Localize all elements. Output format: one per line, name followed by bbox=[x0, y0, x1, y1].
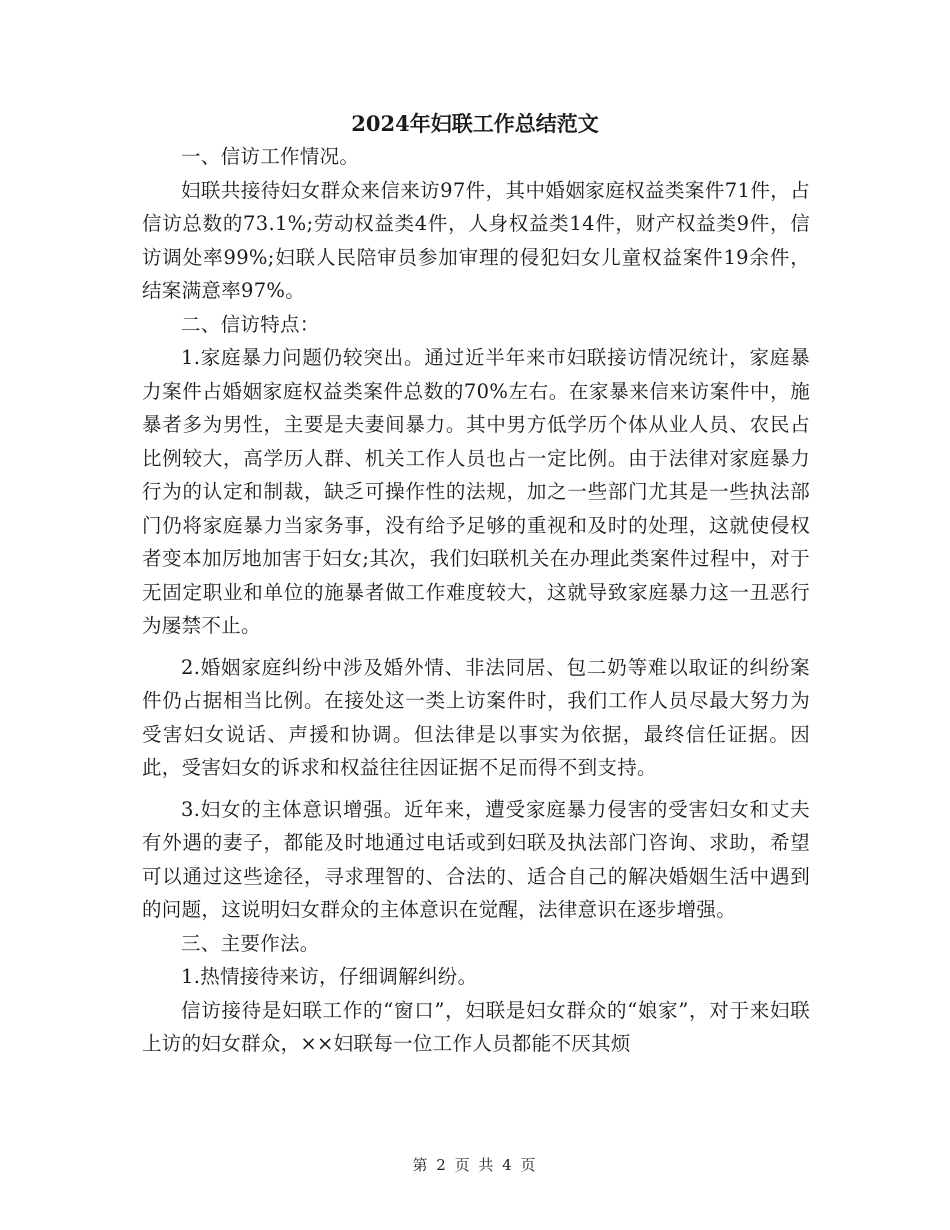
paragraph-domestic-violence: 1.家庭暴力问题仍较突出。通过近半年来市妇联接访情况统计，家庭暴力案件占婚姻家庭权益类案件总数的70%左右。在家暴来信来访案件中，施暴者多为男性，主要是夫妻间暴力。其中男方低学历个体从业人员、农民占比例较大，高学历人群、机关工作人员也占一定比例。由于法律对家庭暴力行为的认定和制裁，缺乏可操作性的法规，加之一些部门尤其是一些执法部门仍将家庭暴力当家务事，没有给予足够的重视和及时的处理，这就使侵权者变本加厉地加害于妇女;其次，我们妇联机关在办理此类案件过程中，对于无固定职业和单位的施暴者做工作难度较大，这就导致家庭暴力这一丑恶行为屡禁不止。 bbox=[142, 346, 810, 637]
document-body bbox=[142, 140, 810, 1061]
paragraph-reception-window: 信访接待是妇联工作的“窗口”，妇联是妇女群众的“娘家”，对于来妇联上访的妇女群众，××妇联每一位工作人员都能不厌其烦 bbox=[142, 998, 810, 1055]
page-number-footer: 第 2 页 共 4 页 bbox=[412, 1156, 538, 1174]
subheading-reception: 1.热情接待来访，仔细调解纠纷。 bbox=[181, 965, 478, 988]
section-heading-main-practices: 三、主要作法。 bbox=[181, 931, 320, 955]
paragraph-women-awareness: 3.妇女的主体意识增强。近年来，遭受家庭暴力侵害的受害妇女和丈夫有外遇的妻子，都能及时地通过电话或到妇联及执法部门咨询、求助，希望可以通过这些途径，寻求理智的、合法的、适合自己的解决婚姻生活中遇到的问题，这说明妇女群众的主体意识在觉醒，法律意识在逐步增强。 bbox=[142, 797, 810, 921]
paragraph-marriage-disputes: 2.婚姻家庭纠纷中涉及婚外情、非法同居、包二奶等难以取证的纠纷案件仍占据相当比例。在接处这一类上访案件时，我们工作人员尽最大努力为受害妇女说话、声援和协调。但法律是以事实为依据，最终信任证据。因此，受害妇女的诉求和权益往往因证据不足而得不到支持。 bbox=[142, 655, 810, 779]
document-title: 2024年妇联工作总结范文 bbox=[351, 111, 599, 136]
paragraph-petition-statistics: 妇联共接待妇女群众来信来访97件，其中婚姻家庭权益类案件71件，占信访总数的73.1%;劳动权益类4件，人身权益类14件，财产权益类9件，信访调处率99%;妇联人民陪审员参加审理的侵犯妇女儿童权益案件19余件，结案满意率97%。 bbox=[142, 178, 810, 302]
section-heading-petition-features: 二、信访特点： bbox=[181, 312, 320, 336]
section-heading-petition-overview: 一、信访工作情况。 bbox=[181, 145, 360, 168]
